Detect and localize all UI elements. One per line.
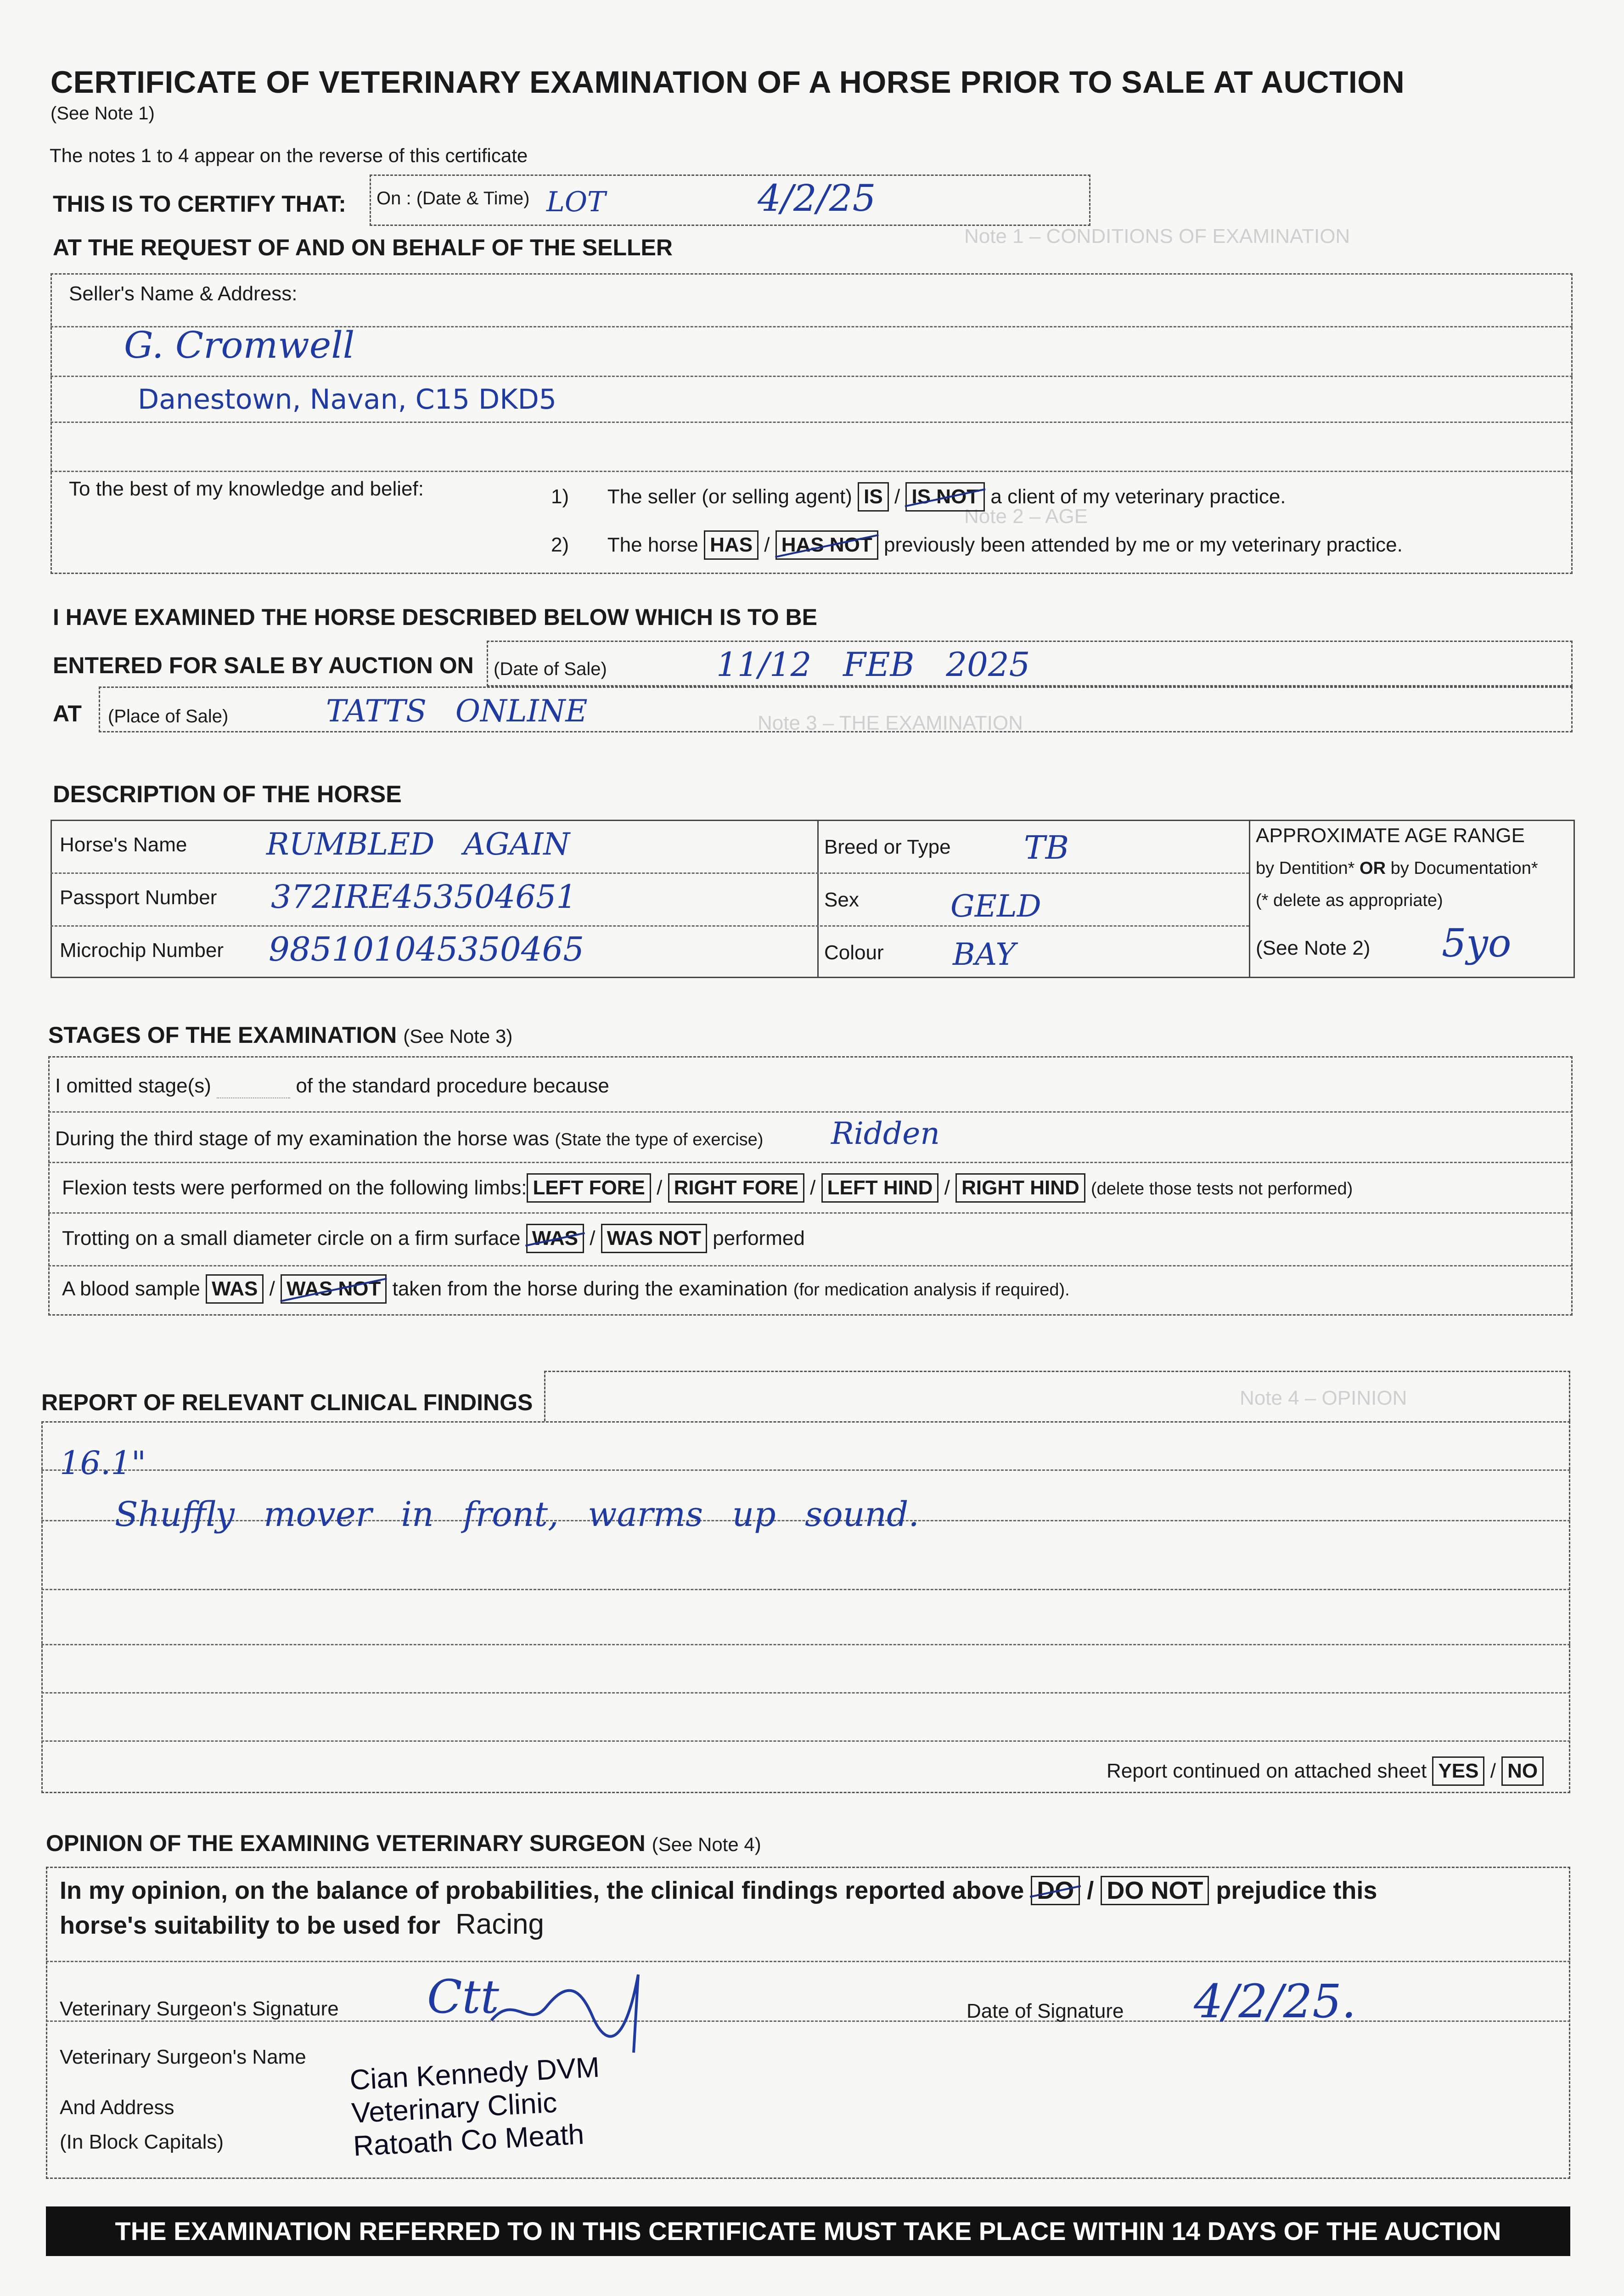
finding-1: 16.1" bbox=[60, 1444, 146, 1482]
stages-heading bbox=[48, 1022, 512, 1048]
date-of-sale-value: 11/12 FEB 2025 bbox=[716, 645, 1030, 684]
left-fore-option[interactable]: LEFT FORE bbox=[527, 1173, 651, 1203]
age-value: 5yo bbox=[1442, 921, 1512, 966]
stages-heading-text: STAGES OF THE EXAMINATION bbox=[48, 1022, 397, 1048]
date-of-sale-label: (Date of Sale) bbox=[494, 659, 607, 679]
age-by-documentation[interactable]: by Documentation* bbox=[1390, 859, 1538, 878]
opinion-statement-1: In my opinion, on the balance of probabilities, the clinical findings reported above bbox=[60, 1877, 1024, 1904]
slash: / bbox=[810, 1176, 816, 1199]
seller-address: Danestown, Navan, C15 DKD5 bbox=[138, 383, 556, 416]
trotting-line bbox=[62, 1224, 805, 1253]
report-section[interactable] bbox=[41, 1421, 1570, 1793]
date-time-value: 4/2/25 bbox=[758, 177, 876, 219]
block-capitals-label: (In Block Capitals) bbox=[60, 2131, 224, 2153]
age-by-dentition[interactable]: by Dentition* bbox=[1256, 859, 1355, 878]
opinion-heading-note: (See Note 4) bbox=[652, 1834, 761, 1855]
divider bbox=[41, 1692, 1570, 1694]
stamp-line-3: Ratoath Co Meath bbox=[352, 2118, 585, 2162]
request-line: AT THE REQUEST OF AND ON BEHALF OF THE SELLER bbox=[53, 235, 673, 260]
signature-label: Veterinary Surgeon's Signature bbox=[60, 1998, 339, 2020]
bleed-through-text: Note 2 – AGE bbox=[964, 505, 1088, 528]
trotting-was-option[interactable]: WAS bbox=[526, 1224, 584, 1253]
breed-value: TB bbox=[1024, 829, 1069, 867]
date-time-lot: LOT bbox=[546, 186, 606, 218]
signature-value: Ctt bbox=[427, 1970, 499, 2024]
age-or: OR bbox=[1360, 859, 1386, 878]
opinion-heading-text: OPINION OF THE EXAMINING VETERINARY SURGEON bbox=[46, 1830, 646, 1856]
opinion-heading bbox=[46, 1830, 761, 1857]
see-note-1: (See Note 1) bbox=[51, 103, 155, 124]
horse-name-label: Horse's Name bbox=[60, 833, 187, 856]
at-label: AT bbox=[53, 701, 82, 726]
colour-value: BAY bbox=[953, 937, 1016, 972]
place-of-sale-value: TATTS ONLINE bbox=[326, 693, 588, 729]
description-heading: DESCRIPTION OF THE HORSE bbox=[53, 781, 402, 808]
report-no-option[interactable]: NO bbox=[1501, 1756, 1544, 1786]
blood-was-not-option[interactable]: WAS NOT bbox=[281, 1274, 387, 1304]
has-not-option[interactable]: HAS NOT bbox=[775, 530, 878, 560]
flexion-note: (delete those tests not performed) bbox=[1090, 1179, 1353, 1199]
divider bbox=[1249, 820, 1250, 978]
third-stage-line bbox=[55, 1127, 763, 1150]
omitted-stage-field[interactable] bbox=[217, 1075, 290, 1098]
statement-2 bbox=[551, 530, 1403, 560]
footer-banner: THE EXAMINATION REFERRED TO IN THIS CERTIFICATE MUST TAKE PLACE WITHIN 14 DAYS OF THE AUCTION bbox=[46, 2206, 1570, 2256]
report-yes-option[interactable]: YES bbox=[1432, 1756, 1484, 1786]
divider bbox=[48, 1111, 1573, 1113]
slash: / bbox=[269, 1277, 275, 1300]
stamp-line-2: Veterinary Clinic bbox=[350, 2087, 558, 2129]
age-see-note: (See Note 2) bbox=[1256, 937, 1371, 959]
report-heading: REPORT OF RELEVANT CLINICAL FINDINGS bbox=[41, 1390, 533, 1415]
stages-heading-note: (See Note 3) bbox=[403, 1025, 513, 1047]
date-of-signature-value: 4/2/25. bbox=[1194, 1975, 1356, 2028]
notes-line: The notes 1 to 4 appear on the reverse of this certificate bbox=[50, 145, 528, 166]
slash: / bbox=[657, 1176, 663, 1199]
blood-post: taken from the horse during the examination bbox=[392, 1277, 788, 1300]
blood-was-option[interactable]: WAS bbox=[206, 1274, 264, 1304]
seller-name: G. Cromwell bbox=[124, 324, 355, 366]
do-option[interactable]: DO bbox=[1031, 1876, 1080, 1905]
bleed-through-text: Note 3 – THE EXAMINATION bbox=[758, 712, 1023, 734]
opinion-statement-2: prejudice this bbox=[1216, 1877, 1377, 1904]
opinion-statement-line-1 bbox=[60, 1876, 1377, 1905]
divider bbox=[51, 925, 1249, 927]
entered-label: ENTERED FOR SALE BY AUCTION ON bbox=[53, 653, 474, 678]
divider bbox=[41, 1589, 1570, 1590]
date-time-label: On : (Date & Time) bbox=[376, 188, 530, 208]
horse-name-value: RUMBLED AGAIN bbox=[266, 827, 570, 862]
statement-1 bbox=[551, 482, 1286, 512]
sex-value: GELD bbox=[950, 889, 1041, 924]
certify-label: THIS IS TO CERTIFY THAT: bbox=[53, 191, 346, 217]
has-option[interactable]: HAS bbox=[704, 530, 759, 560]
blood-note: (for medication analysis if required). bbox=[793, 1280, 1070, 1300]
third-stage-value: Ridden bbox=[831, 1116, 940, 1151]
divider bbox=[41, 1644, 1570, 1645]
is-option[interactable]: IS bbox=[858, 482, 889, 512]
slash: / bbox=[590, 1227, 596, 1249]
omitted-stages-line bbox=[55, 1075, 609, 1098]
certificate-title: CERTIFICATE OF VETERINARY EXAMINATION OF A HORSE PRIOR TO SALE AT AUCTION bbox=[51, 65, 1405, 100]
examined-line: I HAVE EXAMINED THE HORSE DESCRIBED BELOW WHICH IS TO BE bbox=[53, 604, 817, 630]
age-delete-note: (* delete as appropriate) bbox=[1256, 891, 1443, 910]
date-of-signature-label: Date of Signature bbox=[967, 2000, 1124, 2022]
statement-2-post: previously been attended by me or my veterinary practice. bbox=[883, 534, 1403, 556]
divider bbox=[51, 872, 1249, 874]
divider bbox=[48, 1162, 1573, 1163]
divider bbox=[51, 376, 1573, 377]
report-continued-line bbox=[1107, 1756, 1544, 1786]
statement-1-num: 1) bbox=[551, 485, 569, 508]
slash: / bbox=[894, 485, 900, 508]
vet-name-label: Veterinary Surgeon's Name bbox=[60, 2046, 306, 2068]
slash: / bbox=[1490, 1760, 1496, 1782]
report-continued-label: Report continued on attached sheet bbox=[1107, 1760, 1427, 1782]
passport-value: 372IRE453504651 bbox=[271, 878, 577, 916]
slash: / bbox=[764, 534, 770, 556]
microchip-label: Microchip Number bbox=[60, 939, 224, 962]
slash: / bbox=[944, 1176, 950, 1199]
vet-stamp bbox=[349, 2051, 604, 2163]
divider bbox=[41, 1469, 1570, 1471]
third-stage-note: (State the type of exercise) bbox=[555, 1130, 764, 1149]
finding-2: Shuffly mover in front, warms up sound. bbox=[115, 1495, 919, 1534]
statement-2-num: 2) bbox=[551, 534, 569, 556]
report-heading-box bbox=[544, 1371, 1570, 1421]
knowledge-label: To the best of my knowledge and belief: bbox=[69, 478, 424, 500]
divider bbox=[51, 422, 1573, 423]
seller-section bbox=[51, 273, 1573, 574]
trotting-label: Trotting on a small diameter circle on a firm surface bbox=[62, 1227, 521, 1249]
right-hind-option[interactable]: RIGHT HIND bbox=[955, 1173, 1085, 1203]
flexion-label: Flexion tests were performed on the following limbs: bbox=[62, 1176, 527, 1199]
microchip-value: 985101045350465 bbox=[269, 930, 584, 968]
place-of-sale-field[interactable] bbox=[99, 687, 1573, 732]
age-range-label: APPROXIMATE AGE RANGE bbox=[1256, 824, 1525, 847]
signature-scribble-icon bbox=[487, 1965, 652, 2057]
colour-label: Colour bbox=[824, 941, 884, 964]
divider bbox=[46, 1961, 1570, 1962]
divider bbox=[48, 1212, 1573, 1214]
divider bbox=[41, 1740, 1570, 1742]
seller-name-address-label: Seller's Name & Address: bbox=[69, 282, 298, 305]
divider bbox=[51, 471, 1573, 472]
age-dentition-line bbox=[1256, 859, 1538, 878]
bleed-through-text: Note 1 – CONDITIONS OF EXAMINATION bbox=[964, 225, 1350, 248]
do-not-option[interactable]: DO NOT bbox=[1101, 1876, 1209, 1905]
left-hind-option[interactable]: LEFT HIND bbox=[821, 1173, 939, 1203]
slash: / bbox=[1087, 1877, 1094, 1904]
blood-line bbox=[62, 1274, 1070, 1304]
is-not-option[interactable]: IS NOT bbox=[905, 482, 985, 512]
divider bbox=[817, 820, 819, 978]
opinion-use-value: Racing bbox=[455, 1908, 544, 1940]
opinion-statement-line-2 bbox=[60, 1908, 544, 1941]
statement-2-pre: The horse bbox=[607, 534, 698, 556]
trotting-post: performed bbox=[713, 1227, 805, 1249]
opinion-statement-3: horse's suitability to be used for bbox=[60, 1912, 440, 1939]
sex-label: Sex bbox=[824, 889, 859, 911]
blood-label: A blood sample bbox=[62, 1277, 200, 1300]
omitted-post: of the standard procedure because bbox=[296, 1075, 609, 1097]
third-stage-label: During the third stage of my examination the horse was bbox=[55, 1127, 550, 1150]
flexion-line bbox=[62, 1173, 1353, 1203]
breed-label: Breed or Type bbox=[824, 836, 951, 858]
stamp-line-1: Cian Kennedy DVM bbox=[349, 2051, 601, 2096]
omitted-pre: I omitted stage(s) bbox=[55, 1075, 211, 1097]
vet-address-label: And Address bbox=[60, 2096, 174, 2119]
passport-label: Passport Number bbox=[60, 886, 217, 909]
statement-1-post: a client of my veterinary practice. bbox=[990, 485, 1286, 508]
bleed-through-text: Note 4 – OPINION bbox=[1240, 1387, 1407, 1409]
right-fore-option[interactable]: RIGHT FORE bbox=[668, 1173, 804, 1203]
statement-1-pre: The seller (or selling agent) bbox=[607, 485, 852, 508]
divider bbox=[48, 1265, 1573, 1266]
trotting-was-not-option[interactable]: WAS NOT bbox=[601, 1224, 707, 1253]
place-of-sale-label: (Place of Sale) bbox=[108, 706, 229, 726]
